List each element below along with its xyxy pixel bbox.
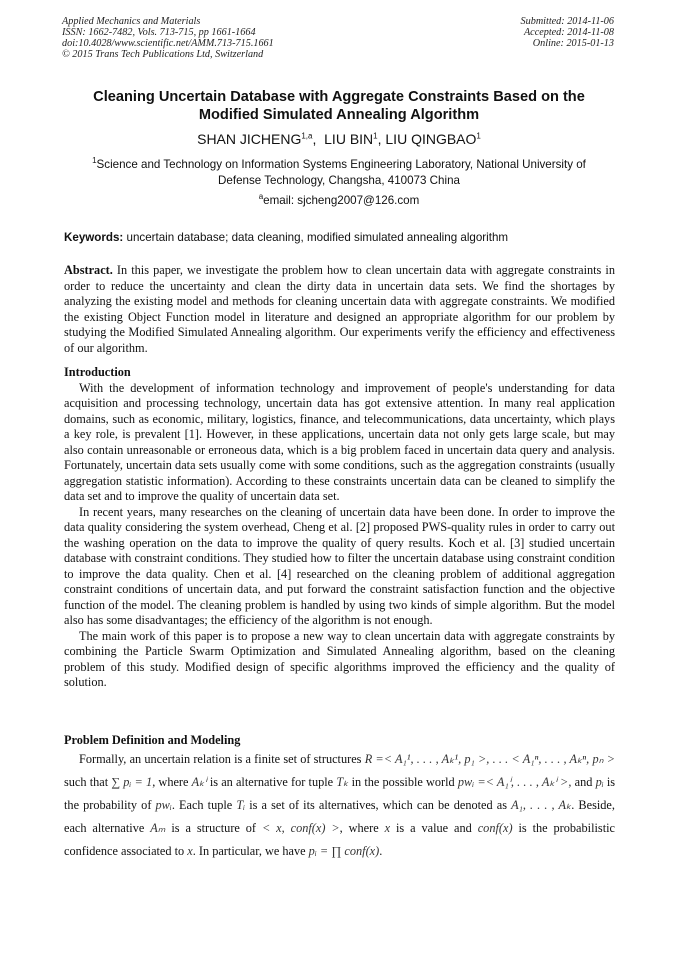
problem-text-7: is the probability of bbox=[64, 775, 616, 812]
journal-info bbox=[62, 16, 274, 60]
problem-text-1: Formally, an uncertain relation is a finite set of structures bbox=[79, 752, 362, 766]
author-2-sup: 1 bbox=[373, 131, 378, 141]
formula-possible-world: pwᵢ =< A₁ⁱ, . . . , Aₖⁱ >, bbox=[457, 775, 572, 789]
keywords-text: uncertain database; data cleaning, modified simulated annealing algorithm bbox=[123, 231, 509, 244]
dates-info bbox=[521, 16, 614, 49]
paper-title bbox=[40, 88, 638, 124]
title-line-2: Modified Simulated Annealing Algorithm bbox=[198, 107, 480, 123]
problem-text-11: is a structure of bbox=[171, 821, 257, 835]
formula-uncertain-relation: R =< A₁¹, . . . , Aₖ¹, p₁ >, . . . < A₁ⁿ, . . . , Aₖⁿ, pₙ > bbox=[364, 752, 615, 766]
problem-text-8: . Each tuple bbox=[171, 798, 233, 812]
formula-sum-probability: ∑ pᵢ = 1 bbox=[111, 775, 153, 789]
formula-tuple: Tₖ bbox=[336, 775, 349, 789]
formula-structure: < x, conf(x) > bbox=[261, 821, 340, 835]
author-3-sup: 1 bbox=[476, 131, 481, 141]
author-1-sup: 1,a bbox=[301, 131, 313, 141]
doi-line: doi:10.4028/www.scientific.net/AMM.713-715.1661 bbox=[62, 38, 274, 49]
formula-alternative-m: Aₘ bbox=[150, 821, 166, 835]
formula-tuple-i: Tᵢ bbox=[236, 798, 246, 812]
problem-text-10: . Beside, each alternative bbox=[64, 798, 615, 835]
keywords-label: Keywords: bbox=[64, 231, 124, 244]
problem-text-14: is the probabilistic confidence associated to bbox=[64, 821, 615, 858]
problem-text-5: in the possible world bbox=[351, 775, 455, 789]
affiliation-sup: 1 bbox=[92, 156, 97, 166]
accepted-date: Accepted: 2014-11-08 bbox=[523, 27, 614, 38]
problem-heading: Problem Definition and Modeling bbox=[64, 733, 241, 747]
formula-x-2: x bbox=[187, 844, 193, 858]
title-line-1: Cleaning Uncertain Database with Aggregate Constraints Based on the bbox=[93, 89, 585, 105]
introduction-heading: Introduction bbox=[64, 365, 131, 379]
email-line bbox=[40, 194, 638, 207]
affiliation bbox=[70, 157, 608, 189]
author-2: LIU BIN bbox=[324, 131, 374, 147]
formula-x: x bbox=[384, 821, 391, 835]
keywords bbox=[64, 231, 614, 244]
problem-text-4: is an alternative for tuple bbox=[209, 775, 334, 789]
abstract bbox=[64, 263, 615, 356]
affiliation-text: Science and Technology on Information Systems Engineering Laboratory, National University of Defense Technology, Changsha, 410073 China bbox=[96, 158, 586, 187]
journal-name: Applied Mechanics and Materials bbox=[62, 16, 201, 27]
problem-section bbox=[64, 732, 615, 863]
problem-text-13: is a value and bbox=[396, 821, 472, 835]
intro-paragraph-3: The main work of this paper is to propose a new way to clean uncertain data with aggregate constraints by combining the Particle Swarm Optimization and Simulated Annealing algorithm, based on the cleaning problem of this study. Modified design of specific algorithms improved the efficiency and the quality of solution. bbox=[64, 628, 615, 689]
intro-paragraph-2: In recent years, many researches on the cleaning of uncertain data have been done. In order to improve the data quality considering the system overhead, Cheng et al. [2] proposed PWS-quality rules in order to carry out the washing operation on the data to improve the quality of query results. Koch et al. [3] studied uncertain database with constraint conditions. They studied how to filter the uncertain database using constraint condition to improve the data quality. Chen et al. [4] researched on the cleaning problem of additional aggregation constraint conditions of uncertain data, and put forward the constraint satisfaction function and the objective function of the model. The cleaning problem is handled by using two kinds of simple algorithm. But the model also has some disadvantages; the efficiency of the algorithm is not enough. bbox=[64, 504, 615, 627]
problem-text-12: , where bbox=[339, 821, 379, 835]
author-list bbox=[40, 131, 638, 147]
author-3: LIU QINGBAO bbox=[385, 131, 477, 147]
online-date: Online: 2015-01-13 bbox=[532, 38, 614, 49]
problem-text-9: is a set of its alternatives, which can be denoted as bbox=[249, 798, 507, 812]
author-sep-1: , bbox=[312, 131, 317, 147]
formula-pw: pwᵢ bbox=[155, 798, 172, 812]
formula-product: pᵢ = ∏ conf(x) bbox=[308, 844, 380, 858]
email-text: email: sjcheng2007@126.com bbox=[263, 194, 420, 207]
formula-alternative: Aₖⁱ bbox=[191, 775, 207, 789]
author-1: SHAN JICHENG bbox=[197, 131, 302, 147]
copyright-line: © 2015 Trans Tech Publications Ltd, Switzerland bbox=[62, 49, 264, 60]
formula-alternatives-set: A₁, . . . , Aₖ bbox=[511, 798, 572, 812]
abstract-text: In this paper, we investigate the problem how to clean uncertain data with aggregate constraints in order to reduce the uncertainty and clean the dirty data in uncertain data sets. We find the shortages by analyzing the existing model and methods for cleaning uncertain data with aggregate constraints. We modified the existing Object Function model in literature and designed an appropriate algorithm for our problem by studying the Modified Simulated Annealing algorithm. Our experiments verify the efficiency and effectiveness of our algorithm. bbox=[64, 263, 615, 355]
issn-line: ISSN: 1662-7482, Vols. 713-715, pp 1661-1664 bbox=[62, 27, 256, 38]
problem-text-15: . In particular, we have bbox=[192, 844, 306, 858]
submitted-date: Submitted: 2014-11-06 bbox=[520, 16, 614, 27]
problem-text-6: and bbox=[574, 775, 593, 789]
problem-text-2: such that bbox=[64, 775, 109, 789]
introduction-section bbox=[64, 365, 615, 691]
author-sep-2: , bbox=[377, 131, 382, 147]
problem-paragraph bbox=[64, 748, 615, 863]
problem-text-3: , where bbox=[152, 775, 189, 789]
email-sup: a bbox=[258, 192, 264, 202]
problem-text-16: . bbox=[379, 844, 383, 858]
abstract-label: Abstract. bbox=[64, 263, 113, 277]
formula-conf: conf(x) bbox=[477, 821, 513, 835]
formula-probability: pᵢ bbox=[595, 775, 604, 789]
intro-paragraph-1: With the development of information technology and improvement of people's understanding for data acquisition and processing technology, uncertain data has got extensive attention. In many real application domains, such as economic, military, logistics, finance, and telecommunications, data uncertainty, which plays a key role, is prevalent [1]. However, in these applications, uncertain data not only gets large scale, but may also contain unreasonable or erroneous data, which is a big problem faced in uncertain data query and analysis. Fortunately, uncertain data sets usually come with some conditions, such as the aggregation constraints (usually aggregation statistic information). According to these constraints uncertain data can be cleaned to simplify the data set and to improve the quality of uncertain data set. bbox=[64, 380, 615, 503]
